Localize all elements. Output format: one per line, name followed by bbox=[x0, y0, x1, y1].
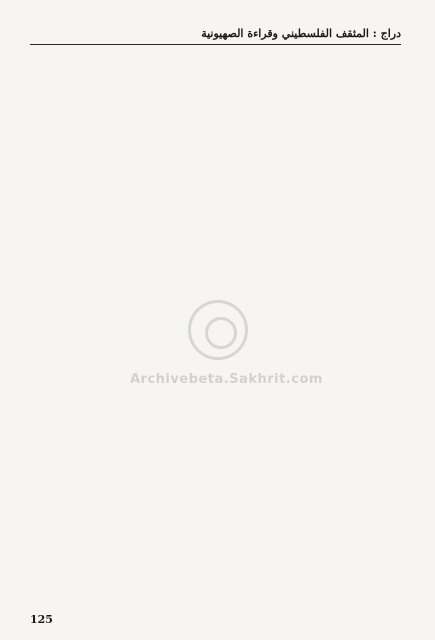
running-header bbox=[30, 18, 401, 40]
running-title: دراج : المثقف الفلسطيني وقراءة الصهيونية bbox=[201, 27, 401, 40]
header-rule bbox=[30, 44, 401, 45]
page-number: 125 bbox=[30, 613, 53, 626]
body-text bbox=[30, 54, 401, 600]
watermark-text: Archivebeta.Sakhrit.com bbox=[130, 372, 323, 387]
